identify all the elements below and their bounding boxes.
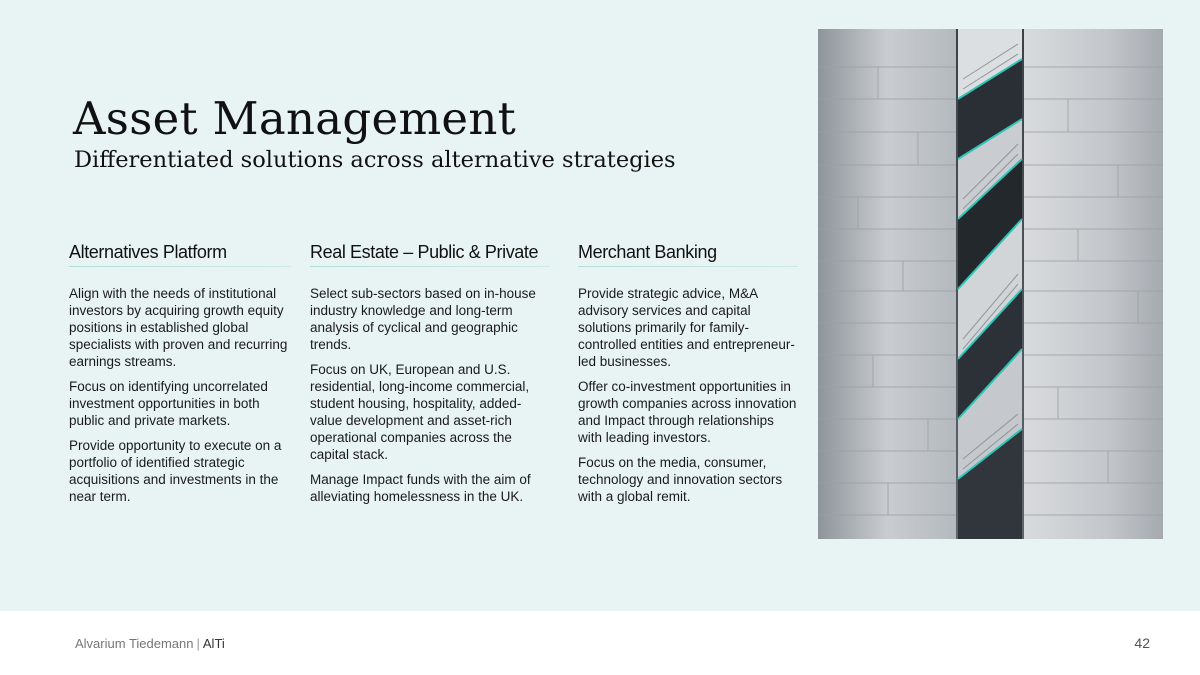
column-paragraph: Provide strategic advice, M&A advisory services and capital solutions primarily for family-controlled entities and entrepreneur-led businesses.: [578, 286, 795, 369]
column-alternatives-platform: [69, 240, 291, 513]
column-paragraph: Provide opportunity to execute on a portfolio of identified strategic acquisitions and investments in the near term.: [69, 438, 282, 504]
page-number: 42: [1134, 635, 1150, 651]
footer-separator: |: [196, 636, 200, 651]
page-subtitle: Differentiated solutions across alternative strategies: [74, 147, 676, 173]
column-paragraph: Manage Impact funds with the aim of alleviating homelessness in the UK.: [310, 472, 531, 504]
heading-divider: [578, 266, 798, 267]
column-paragraph: Align with the needs of institutional investors by acquiring growth equity positions in established global specialists with proven and recurring earnings streams.: [69, 286, 288, 369]
column-paragraph: Select sub-sectors based on in-house industry knowledge and long-term analysis of cyclical and geographic trends.: [310, 286, 536, 352]
column-paragraph: Focus on the media, consumer, technology and innovation sectors with a global remit.: [578, 455, 783, 504]
column-real-estate: [310, 240, 550, 513]
column-paragraph: Focus on identifying uncorrelated investment opportunities in both public and private markets.: [69, 379, 268, 428]
column-paragraph: Offer co-investment opportunities in growth companies across innovation and Impact through relationships with leading investors.: [578, 379, 797, 445]
heading-divider: [310, 266, 550, 267]
staircase-photo: [818, 29, 1163, 539]
page-title: Asset Management: [73, 92, 517, 145]
column-heading: Alternatives Platform: [69, 242, 227, 262]
column-heading: Real Estate – Public & Private: [310, 242, 539, 262]
column-paragraph: Focus on UK, European and U.S. residential, long-income commercial, student housing, hospitality, added-value development and asset-rich operational companies across the capital stack.: [310, 362, 530, 462]
column-heading: Merchant Banking: [578, 242, 717, 262]
footer-brand: [75, 636, 225, 651]
footer-brand-short: AlTi: [202, 636, 225, 651]
heading-divider: [69, 266, 291, 267]
footer-brand-name: Alvarium Tiedemann: [75, 636, 194, 651]
column-merchant-banking: [578, 240, 798, 513]
